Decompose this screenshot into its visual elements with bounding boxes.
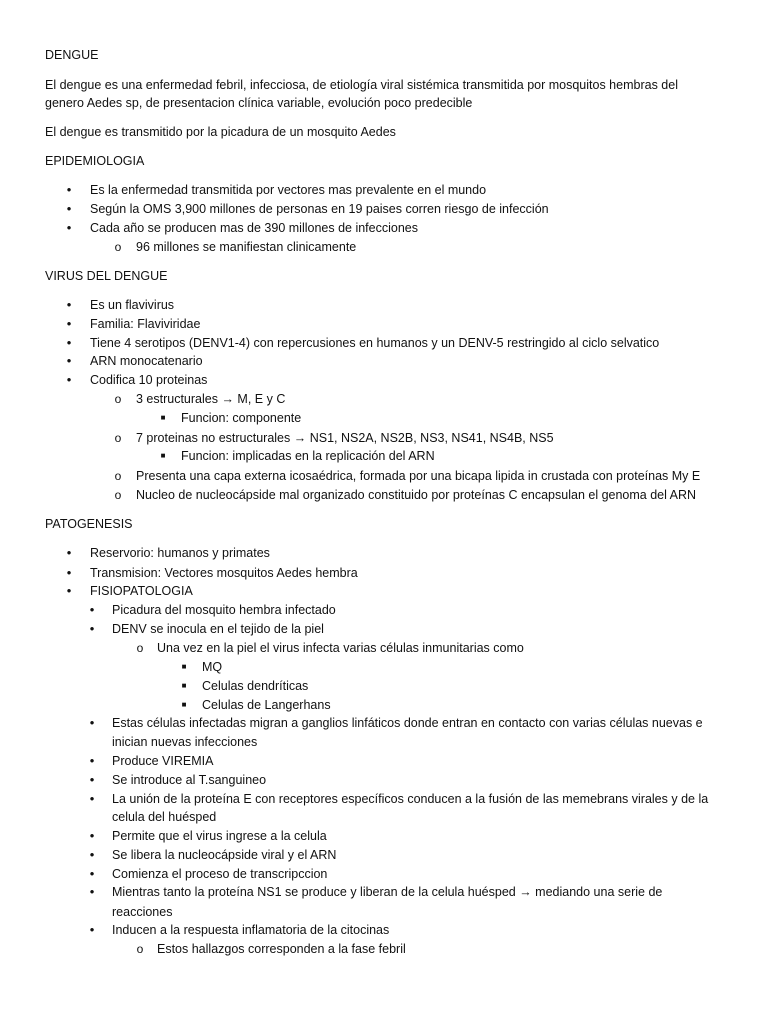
square-bullet-icon: ■ (181, 700, 187, 709)
bullet-icon: • (66, 220, 72, 235)
square-bullet-icon: ■ (181, 662, 187, 671)
bullet-icon: • (89, 866, 95, 881)
circle-bullet-icon: o (136, 641, 144, 655)
bullet-icon: • (66, 201, 72, 216)
bullet-icon: • (89, 847, 95, 862)
doc-title: DENGUE (45, 48, 99, 62)
list-item: Inducen a la respuesta inflamatoria de la citocinas (112, 923, 390, 937)
list-item: Transmision: Vectores mosquitos Aedes hembra (90, 566, 358, 580)
bullet-icon: • (66, 372, 72, 387)
list-item: 3 estructurales → M, E y C (136, 392, 286, 406)
list-item: Tiene 4 serotipos (DENV1-4) con repercusiones en humanos y un DENV-5 restringido al ciclo selvatico (90, 336, 660, 350)
list-item: Una vez en la piel el virus infecta varias células inmunitarias como (157, 641, 524, 655)
intro-line-1: El dengue es una enfermedad febril, infecciosa, de etiología viral sistémica transmitida por mosquitos hembras del (45, 78, 678, 92)
bullet-icon: • (89, 828, 95, 843)
list-item: Cada año se producen mas de 390 millones de infecciones (90, 221, 418, 235)
list-item: Familia: Flaviviridae (90, 317, 201, 331)
square-bullet-icon: ■ (160, 451, 166, 460)
list-item: 7 proteinas no estructurales → NS1, NS2A, NS2B, NS3, NS41, NS4B, NS5 (136, 431, 554, 445)
circle-bullet-icon: o (114, 469, 122, 483)
bullet-icon: • (66, 316, 72, 331)
list-item: MQ (202, 660, 223, 674)
square-bullet-icon: ■ (181, 681, 187, 690)
list-item: Mientras tanto la proteína NS1 se produce y liberan de la celula huésped → mediando una serie de (112, 885, 663, 899)
circle-bullet-icon: o (136, 942, 144, 956)
list-item-continuation: inician nuevas infecciones (112, 735, 258, 749)
list-item: Picadura del mosquito hembra infectado (112, 603, 336, 617)
list-item: Nucleo de nucleocápside mal organizado constituido por proteínas C encapsulan el genoma del ARN (136, 488, 697, 502)
bullet-icon: • (89, 715, 95, 730)
list-item: Produce VIREMIA (112, 754, 214, 768)
list-item: Estas células infectadas migran a ganglios linfáticos donde entran en contacto con varias células nuevas e (112, 716, 703, 730)
list-item: FISIOPATOLOGIA (90, 584, 193, 598)
bullet-icon: • (66, 565, 72, 580)
list-item: La unión de la proteína E con receptores específicos conducen a la fusión de las memebrans virales y de la (112, 792, 709, 806)
intro-line-2: genero Aedes sp, de presentacion clínica variable, evolución poco predecible (45, 96, 473, 110)
list-item: Es la enfermedad transmitida por vectores mas prevalente en el mundo (90, 183, 487, 197)
circle-bullet-icon: o (114, 392, 122, 406)
list-item: Permite que el virus ingrese a la celula (112, 829, 327, 843)
list-item: Celulas de Langerhans (202, 698, 331, 712)
list-item: Se introduce al T.sanguineo (112, 773, 267, 787)
list-item: Codifica 10 proteinas (90, 373, 208, 387)
list-item: Celulas dendríticas (202, 679, 309, 693)
section-heading-virus: VIRUS DEL DENGUE (45, 269, 168, 283)
bullet-icon: • (66, 297, 72, 312)
bullet-icon: • (89, 791, 95, 806)
bullet-icon: • (66, 353, 72, 368)
section-heading-epidemiologia: EPIDEMIOLOGIA (45, 154, 145, 168)
circle-bullet-icon: o (114, 488, 122, 502)
bullet-icon: • (66, 583, 72, 598)
bullet-icon: • (66, 182, 72, 197)
list-item: Comienza el proceso de transcripccion (112, 867, 328, 881)
circle-bullet-icon: o (114, 240, 122, 254)
list-item: DENV se inocula en el tejido de la piel (112, 622, 324, 636)
list-item: Presenta una capa externa icosaédrica, formada por una bicapa lipida in crustada con proteínas My E (136, 469, 701, 483)
list-item-continuation: celula del huésped (112, 810, 217, 824)
list-item: 96 millones se manifiestan clinicamente (136, 240, 357, 254)
bullet-icon: • (89, 753, 95, 768)
list-item: Funcion: componente (181, 411, 302, 425)
list-item: Se libera la nucleocápside viral y el ARN (112, 848, 337, 862)
bullet-icon: • (89, 922, 95, 937)
bullet-icon: • (89, 884, 95, 899)
list-item-continuation: reacciones (112, 905, 173, 919)
bullet-icon: • (89, 772, 95, 787)
list-item: Funcion: implicadas en la replicación del ARN (181, 449, 435, 463)
intro-line-3: El dengue es transmitido por la picadura de un mosquito Aedes (45, 125, 396, 139)
list-item: Reservorio: humanos y primates (90, 546, 270, 560)
circle-bullet-icon: o (114, 431, 122, 445)
list-item: Según la OMS 3,900 millones de personas en 19 paises corren riesgo de infección (90, 202, 549, 216)
list-item: Estos hallazgos corresponden a la fase febril (157, 942, 406, 956)
bullet-icon: • (66, 545, 72, 560)
section-heading-patogenesis: PATOGENESIS (45, 517, 133, 531)
list-item: ARN monocatenario (90, 354, 203, 368)
bullet-icon: • (66, 335, 72, 350)
bullet-icon: • (89, 621, 95, 636)
bullet-icon: • (89, 602, 95, 617)
square-bullet-icon: ■ (160, 413, 166, 422)
list-item: Es un flavivirus (90, 298, 175, 312)
